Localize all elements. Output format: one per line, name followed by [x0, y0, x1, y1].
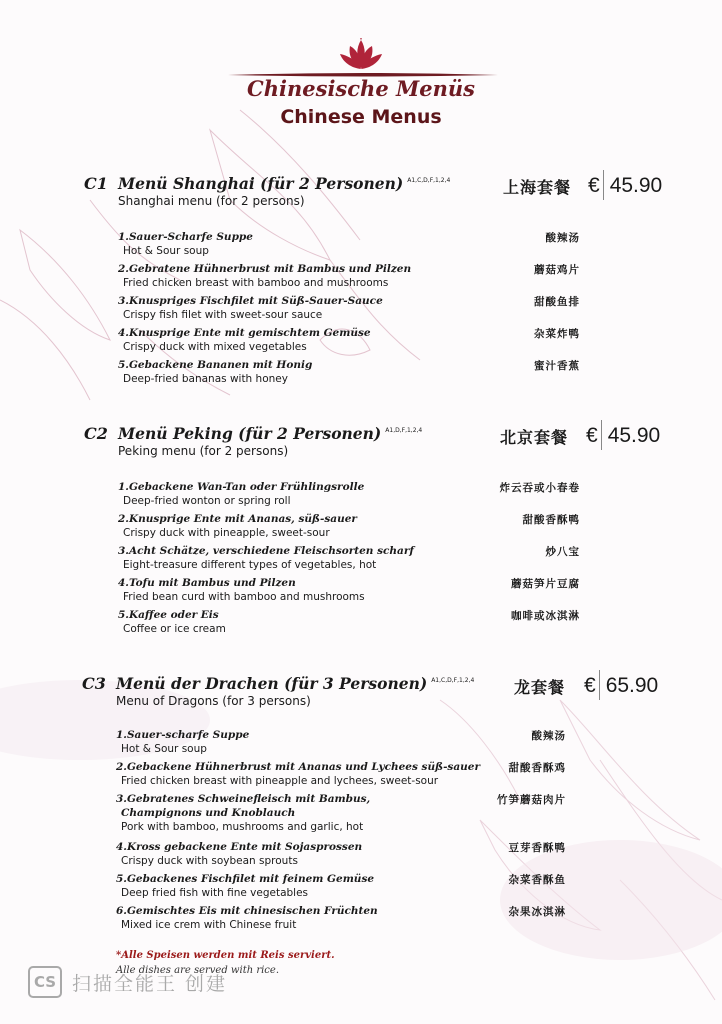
menu-code: C1 — [84, 174, 108, 193]
course-item: 4.Kross gebackene Ente mit Sojasprossen Crispy duck with soybean sprouts 豆芽香酥鸭 — [116, 841, 566, 867]
menu-price: € 65.90 — [584, 670, 658, 700]
lotus-logo-icon — [336, 38, 386, 72]
footnote-de: *Alle Speisen werden mit Reis serviert. — [116, 950, 335, 961]
course-list — [118, 480, 580, 640]
course-item: 5.Gebackenes Fischfilet mit feinem Gemüse Deep fried fish with fine vegetables 杂菜香酥鱼 — [116, 873, 566, 899]
course-item: 5.Kaffee oder Eis Coffee or ice cream 咖啡或冰淇淋 — [118, 609, 580, 635]
course-item: 6.Gemischtes Eis mit chinesischen Früchten Mixed ice crem with Chinese fruit 杂果冰淇淋 — [116, 905, 566, 931]
page-title-en: Chinese Menus — [280, 106, 442, 128]
course-item: 1.Sauer-Scharfe Suppe Hot & Sour soup 酸辣汤 — [118, 231, 580, 257]
menu-name-zh: 北京套餐 — [500, 428, 569, 447]
allergen-codes: A1,C,D,F,1,2,4 — [431, 677, 475, 684]
menu-name-zh: 龙套餐 — [514, 678, 566, 697]
course-item: 2.Knusprige Ente mit Ananas, süß-sauer Crispy duck with pineapple, sweet-sour 甜酸香酥鸭 — [118, 513, 580, 539]
scanner-watermark — [28, 966, 227, 998]
allergen-codes: A1,C,D,F,1,2,4 — [407, 177, 451, 184]
watermark-text: 扫描全能王 创建 — [72, 972, 228, 995]
course-item: 2.Gebratene Hühnerbrust mit Bambus und Pilzen Fried chicken breast with bamboo and mushrooms 蘑菇鸡片 — [118, 263, 580, 289]
allergen-codes: A1,D,F,1,2,4 — [385, 427, 423, 434]
menu-price: € 45.90 — [586, 420, 660, 450]
menu-name-en: Peking menu (for 2 persons) — [118, 444, 289, 458]
course-item: 3.Gebratenes Schweinefleisch mit Bambus, Champignons und Knoblauch Pork with bamboo, mushrooms and garlic, hot 竹笋蘑菇肉片 — [116, 793, 566, 833]
course-item: 1.Sauer-scharfe Suppe Hot & Sour soup 酸辣汤 — [116, 729, 566, 755]
course-item: 1.Gebackene Wan-Tan oder Frühlingsrolle Deep-fried wonton or spring roll 炸云吞或小春卷 — [118, 481, 580, 507]
page-title-de: Chinesische Menüs — [247, 76, 475, 101]
menu-code: C3 — [82, 674, 106, 693]
menu-name-de: Menü Shanghai (für 2 Personen) $^{A1,C,D,F,1,2,4}$ — [118, 174, 451, 193]
course-item: 3.Acht Schätze, verschiedene Fleischsorten scharf Eight-treasure different types of vegetables, hot 炒八宝 — [118, 545, 580, 571]
menu-code: C2 — [84, 424, 108, 443]
menu-name-en: Shanghai menu (for 2 persons) — [118, 194, 305, 208]
menu-name-zh: 上海套餐 — [503, 178, 572, 197]
menu-name-en: Menu of Dragons (for 3 persons) — [116, 694, 311, 708]
course-item: 2.Gebackene Hühnerbrust mit Ananas und Lychees süß-sauer Fried chicken breast with pineapple and lychees, sweet-sour 甜酸香酥鸡 — [116, 761, 566, 787]
camscanner-logo-icon: CS — [28, 966, 62, 998]
course-item: 4.Knusprige Ente mit gemischtem Gemüse Crispy duck with mixed vegetables 杂菜炸鸭 — [118, 327, 580, 353]
course-list — [118, 230, 580, 390]
course-item: 3.Knuspriges Fischfilet mit Süß-Sauer-Sauce Crispy fish filet with sweet-sour sauce 甜酸鱼排 — [118, 295, 580, 321]
course-item: 5.Gebackene Bananen mit Honig Deep-fried bananas with honey 蜜汁香蕉 — [118, 359, 580, 385]
course-list — [116, 728, 566, 936]
menu-name-de: Menü Peking (für 2 Personen) $^{A1,D,F,1,2,4}$ — [118, 424, 423, 443]
menu-price: € 45.90 — [588, 170, 662, 200]
menu-name-de: Menü der Drachen (für 3 Personen) $^{A1,C,D,F,1,2,4}$ — [116, 674, 475, 693]
footnote-en: Alle dishes are served with rice. — [116, 965, 280, 976]
course-item: 4.Tofu mit Bambus und Pilzen Fried bean curd with bamboo and mushrooms 蘑菇笋片豆腐 — [118, 577, 580, 603]
